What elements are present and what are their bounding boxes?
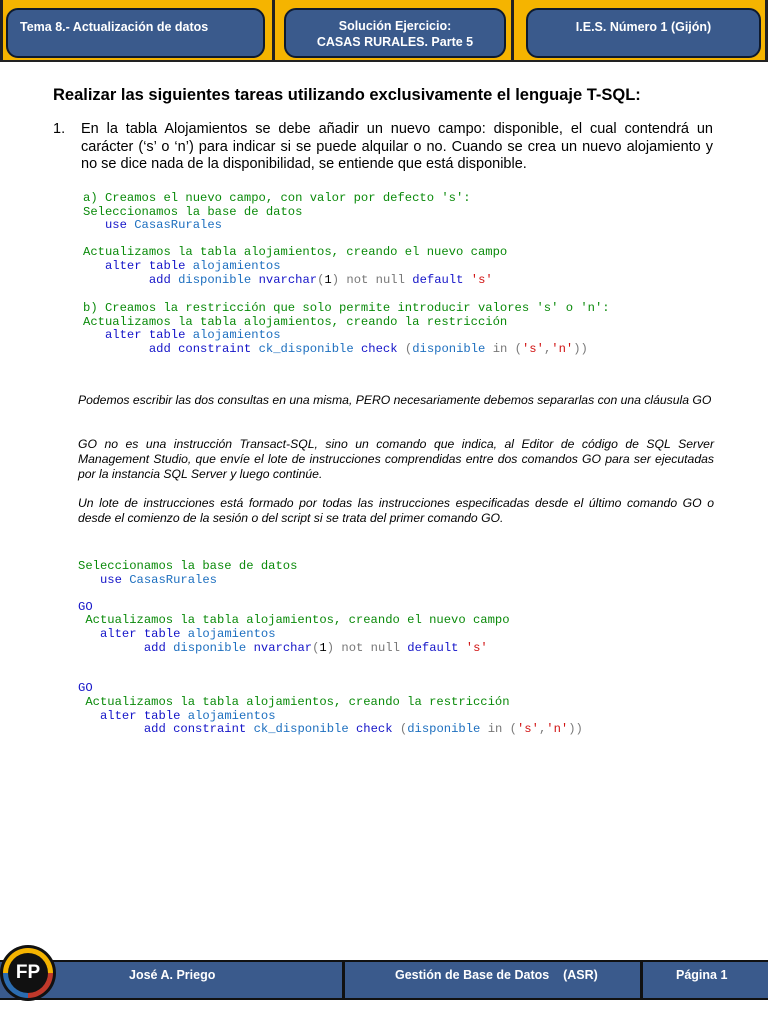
- footer-subject: Gestión de Base de Datos (ASR): [395, 968, 598, 982]
- code-string: 'n': [551, 341, 574, 356]
- code-identifier: CasasRurales: [129, 572, 217, 587]
- code-keyword: not null: [341, 640, 400, 655]
- code-punct: (: [399, 722, 408, 737]
- code-block-b: [83, 302, 610, 356]
- code-comment: b) Creamos la restricción que solo permite introducir valores 's' o 'n':: [83, 301, 610, 315]
- footer-author: José A. Priego: [129, 968, 216, 982]
- page-footer: [0, 960, 768, 1000]
- header-divider: [272, 0, 275, 62]
- task-number: 1.: [53, 121, 66, 137]
- code-identifier: CasasRurales: [134, 218, 222, 233]
- code-punct: (: [317, 272, 325, 287]
- code-keyword: alter: [104, 328, 142, 343]
- code-identifier: alojamientos: [187, 626, 276, 641]
- code-identifier: disponible: [407, 722, 481, 737]
- header-topic-box: [6, 8, 265, 58]
- code-identifier: alojamientos: [187, 708, 276, 723]
- header-title-box: [284, 8, 506, 58]
- footer-divider: [342, 960, 345, 1000]
- code-keyword: table: [143, 626, 181, 641]
- code-comment: Actualizamos la tabla alojamientos, creando el nuevo campo: [83, 245, 508, 260]
- code-punct: ): [326, 640, 335, 655]
- code-keyword: nvarchar: [258, 272, 318, 287]
- code-identifier: ck_disponible: [253, 722, 349, 737]
- code-identifier: disponible: [412, 341, 486, 356]
- code-keyword: add: [143, 722, 166, 737]
- code-block-a: [83, 192, 507, 287]
- header-school-box: [526, 8, 761, 58]
- code-punct: (: [312, 640, 320, 655]
- code-keyword: use: [104, 218, 127, 233]
- code-string: 's': [521, 341, 544, 356]
- code-punct: )): [568, 722, 583, 737]
- code-keyword: table: [148, 328, 186, 343]
- code-string: 's': [465, 640, 488, 655]
- code-punct: (: [404, 341, 413, 356]
- code-string: 's': [516, 722, 539, 737]
- code-punct: ): [331, 272, 340, 287]
- code-string: 'n': [546, 722, 569, 737]
- code-keyword: not null: [346, 272, 405, 287]
- code-keyword: table: [148, 258, 186, 273]
- header-topic: Tema 8.- Actualización de datos: [20, 20, 209, 34]
- note-paragraph: Podemos escribir las dos consultas en una misma, PERO necesariamente debemos separarlas con una cláusula GO: [78, 393, 712, 407]
- footer-page-number: Página 1: [676, 968, 728, 982]
- code-punct: (: [514, 341, 522, 356]
- code-keyword: alter: [99, 708, 137, 723]
- code-keyword: add: [143, 640, 166, 655]
- code-comment: Actualizamos la tabla alojamientos, creando la restricción: [83, 314, 508, 329]
- code-comment: Seleccionamos la base de datos: [78, 559, 298, 573]
- code-keyword: alter: [99, 626, 137, 641]
- code-keyword: use: [99, 572, 122, 587]
- code-keyword: nvarchar: [253, 640, 313, 655]
- code-punct: (: [509, 722, 517, 737]
- task-text: En la tabla Alojamientos se debe añadir un nuevo campo: disponible, el cual contendrá un carácter (‘s’ o ‘n’) para indicar si se puede alquilar o no. Cuando se crea un nuevo alojamiento y no se dice nada de la disponibilidad, se entiende que está disponible.: [81, 121, 713, 172]
- code-identifier: disponible: [173, 640, 247, 655]
- header-school: I.E.S. Número 1 (Gijón): [575, 20, 712, 34]
- code-identifier: alojamientos: [192, 328, 281, 343]
- code-number: 1: [324, 272, 332, 287]
- code-punct: ,: [538, 722, 547, 737]
- page-title: Realizar las siguientes tareas utilizando exclusivamente el lenguaje T-SQL:: [53, 86, 641, 104]
- code-keyword: table: [143, 708, 181, 723]
- code-keyword: in: [492, 341, 508, 356]
- footer-divider: [640, 960, 643, 1000]
- header-divider: [0, 0, 3, 62]
- code-block-c: [78, 560, 583, 737]
- code-keyword: default: [407, 640, 459, 655]
- code-comment: a) Creamos el nuevo campo, con valor por defecto 's':: [83, 191, 471, 205]
- code-comment: Seleccionamos la base de datos: [83, 204, 303, 219]
- code-comment: Actualizamos la tabla alojamientos, creando la restricción: [85, 694, 510, 709]
- header-title-line2: CASAS RURALES. Parte 5: [316, 35, 474, 49]
- header-divider: [511, 0, 514, 62]
- code-keyword: add: [148, 272, 171, 287]
- logo-text: FP: [8, 953, 48, 993]
- code-keyword: add: [148, 341, 171, 356]
- code-keyword: GO: [78, 681, 93, 696]
- note-paragraph: GO no es una instrucción Transact-SQL, sino un comando que indica, al Editor de código de SQL Server Management Studio, que envíe el lote de instrucciones comprendidas entre dos comandos GO para ser ejecutadas por la instancia SQL Server y luego continúe.: [78, 437, 714, 481]
- code-keyword: check: [355, 722, 393, 737]
- code-keyword: default: [412, 272, 464, 287]
- code-punct: ,: [543, 341, 552, 356]
- code-punct: )): [573, 341, 588, 356]
- code-identifier: disponible: [178, 272, 252, 287]
- code-keyword: check: [360, 341, 398, 356]
- code-identifier: ck_disponible: [258, 341, 354, 356]
- note-paragraph: Un lote de instrucciones está formado por todas las instrucciones especificadas desde el último comando GO o desde el comienzo de la sesión o del script si se trata del primer comando GO.: [78, 496, 714, 525]
- code-number: 1: [319, 640, 327, 655]
- header-title-line1: Solución Ejercicio:: [338, 19, 452, 33]
- code-comment: Actualizamos la tabla alojamientos, creando el nuevo campo: [85, 613, 510, 628]
- code-keyword: in: [487, 722, 503, 737]
- code-keyword: alter: [104, 258, 142, 273]
- code-keyword: constraint: [178, 341, 252, 356]
- code-keyword: constraint: [173, 722, 247, 737]
- code-identifier: alojamientos: [192, 258, 281, 273]
- code-string: 's': [470, 272, 493, 287]
- code-keyword: GO: [78, 599, 93, 614]
- fp-logo: [0, 945, 56, 1001]
